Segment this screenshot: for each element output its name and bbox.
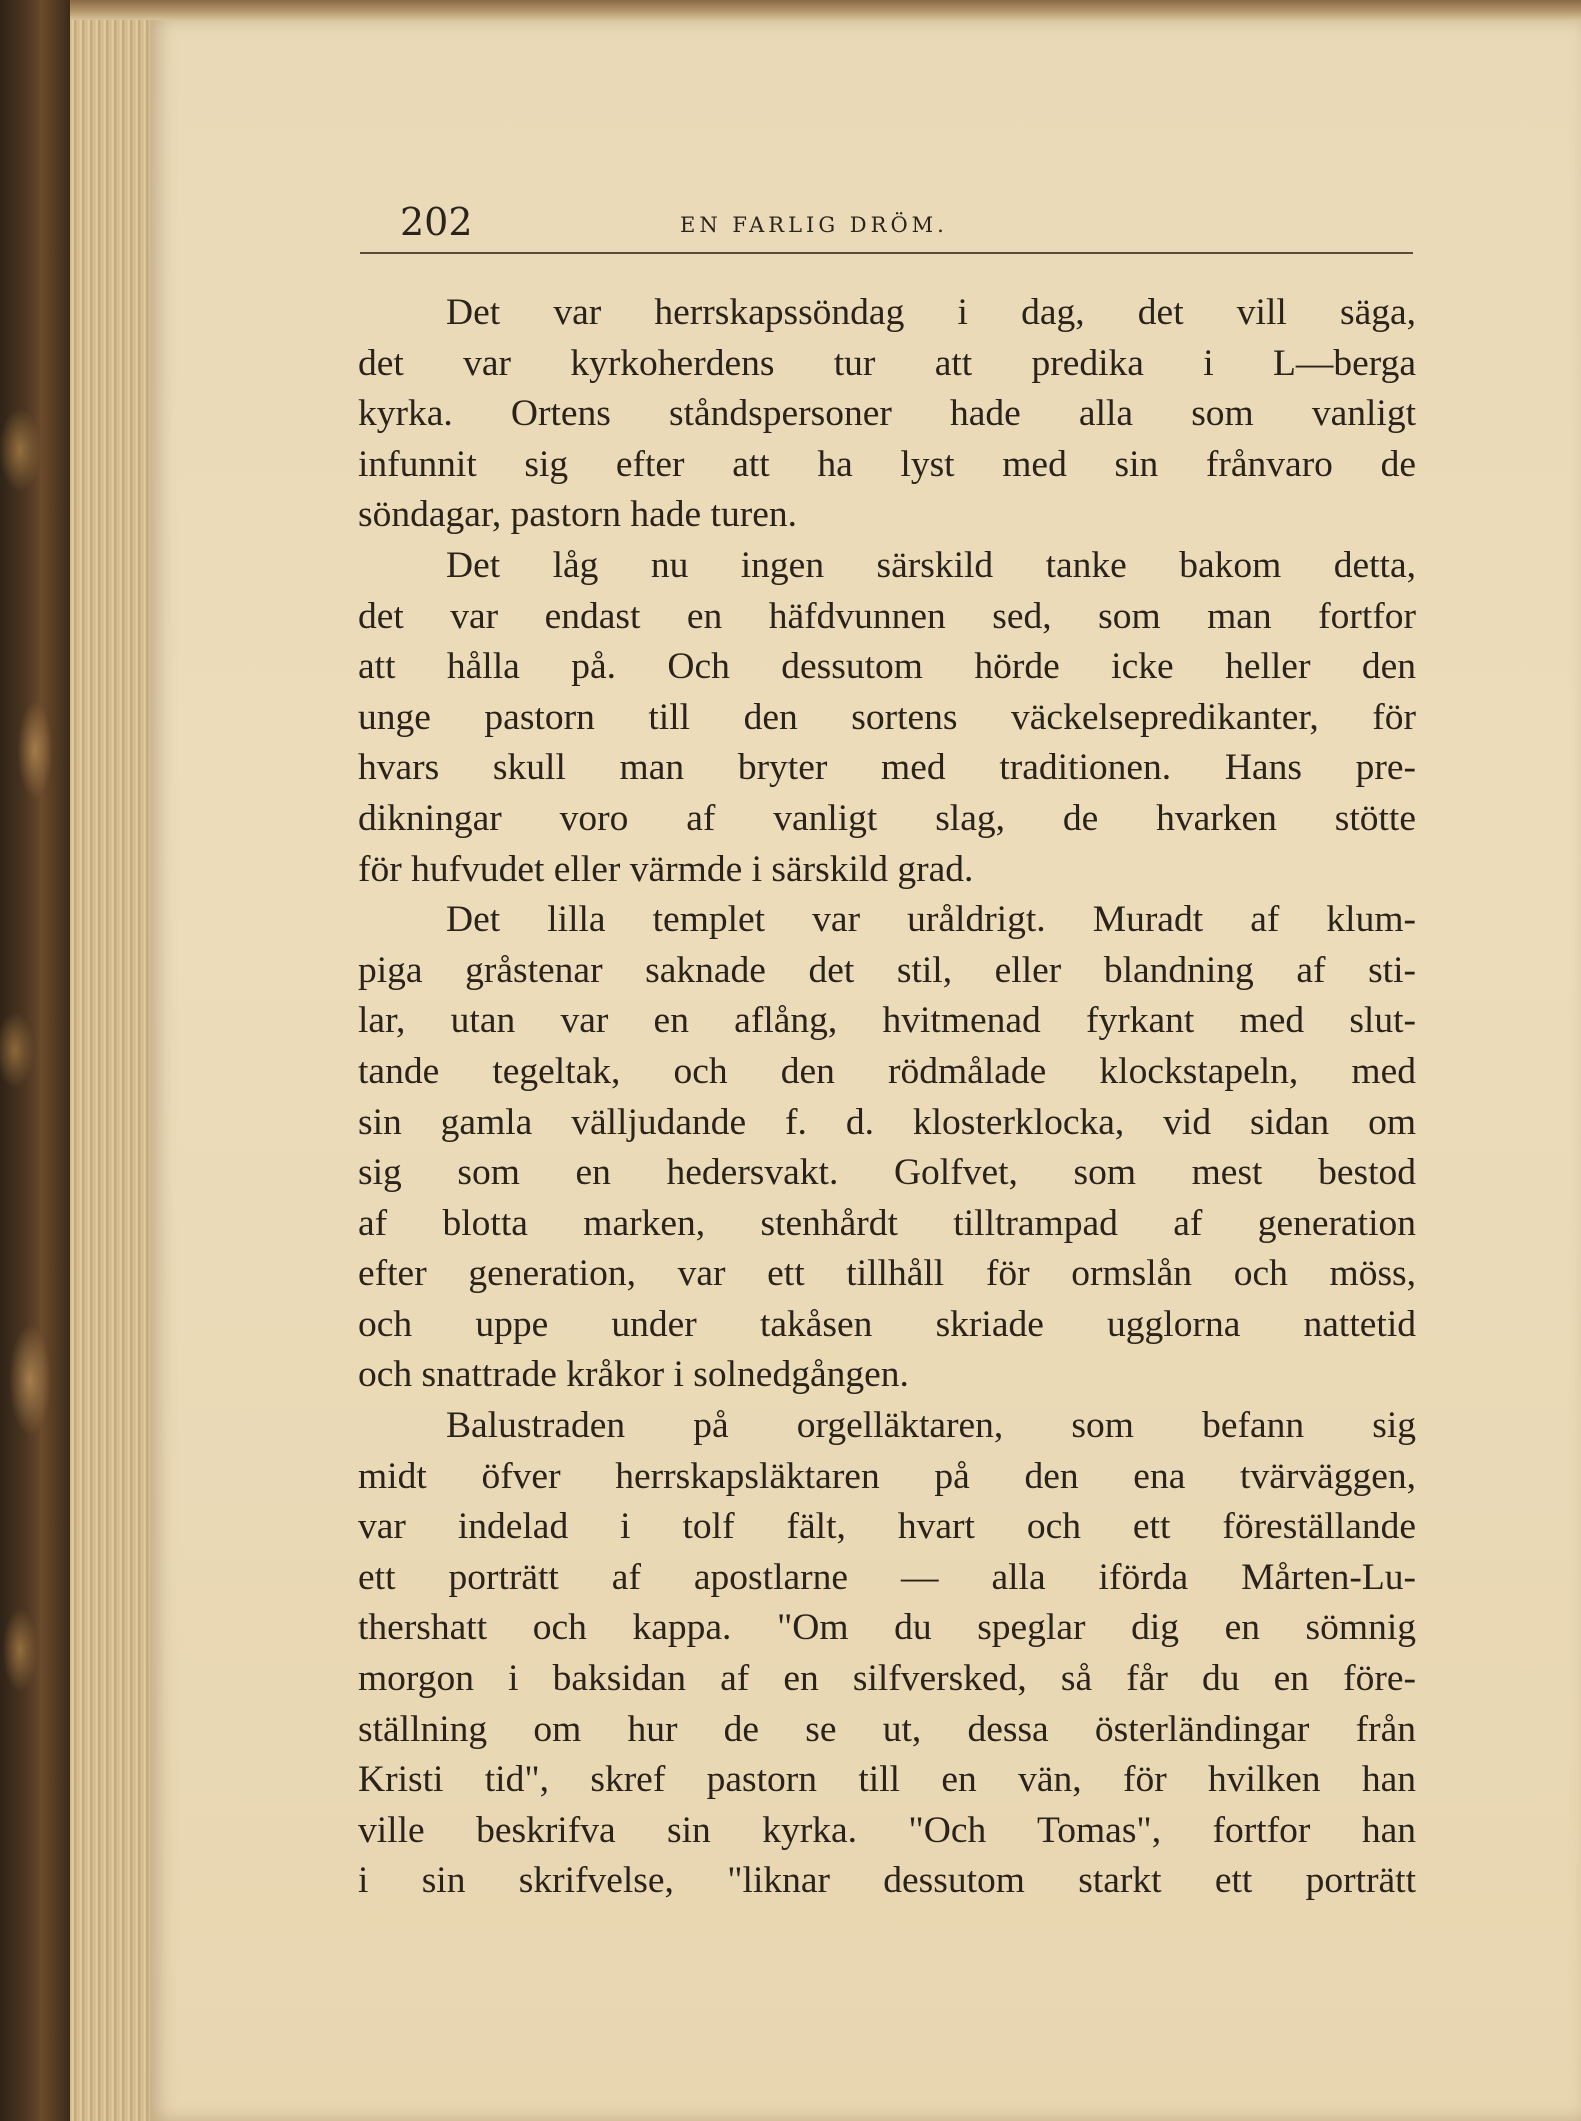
text-line: att hålla på. Och dessutom hörde icke heller den <box>358 646 1416 688</box>
text-line: ställning om hur de se ut, dessa österländingar från <box>358 1708 1416 1750</box>
text-line: lar, utan var en aflång, hvitmenad fyrkant med slut- <box>358 1000 1416 1042</box>
text-line: Balustraden på orgelläktaren, som befann sig <box>446 1405 1416 1447</box>
text-line: och snattrade kråkor i solnedgången. <box>358 1354 909 1396</box>
text-line: i sin skrifvelse, "liknar dessutom starkt ett porträtt <box>358 1860 1416 1902</box>
text-line: Kristi tid", skref pastorn till en vän, för hvilken han <box>358 1759 1416 1801</box>
text-line: var indelad i tolf fält, hvart och ett föreställande <box>358 1506 1416 1548</box>
page-header <box>360 198 1413 254</box>
text-line: af blotta marken, stenhårdt tilltrampad af generation <box>358 1202 1416 1244</box>
text-line: ville beskrifva sin kyrka. "Och Tomas", fortfor han <box>358 1809 1416 1851</box>
body-text <box>358 288 1416 1907</box>
text-line: infunnit sig efter att ha lyst med sin frånvaro de <box>358 443 1416 485</box>
text-line: söndagar, pastorn hade turen. <box>358 494 797 536</box>
text-line: tande tegeltak, och den rödmålade klockstapeln, med <box>358 1050 1416 1092</box>
page-number: 202 <box>400 200 473 244</box>
text-line: morgon i baksidan af en silfversked, så får du en före- <box>358 1658 1416 1700</box>
page-edges <box>70 0 160 2121</box>
text-line: och uppe under takåsen skriade ugglorna nattetid <box>358 1303 1416 1345</box>
text-line: efter generation, var ett tillhåll för ormslån och möss, <box>358 1253 1416 1295</box>
top-page-edge <box>70 0 1581 20</box>
text-line: Det lilla templet var uråldrigt. Muradt af klum- <box>446 899 1416 941</box>
text-line: hvars skull man bryter med traditionen. Hans pre- <box>358 747 1416 789</box>
book-cover-edge <box>0 0 70 2121</box>
text-line: det var kyrkoherdens tur att predika i L—berga <box>358 342 1416 384</box>
text-line: midt öfver herrskapsläktaren på den ena tvärväggen, <box>358 1455 1416 1497</box>
text-line: piga gråstenar saknade det stil, eller blandning af sti- <box>358 949 1416 991</box>
text-line: sig som en hedersvakt. Golfvet, som mest bestod <box>358 1152 1416 1194</box>
text-line: thershatt och kappa. "Om du speglar dig en sömnig <box>358 1607 1416 1649</box>
text-line: det var endast en häfdvunnen sed, som man fortfor <box>358 595 1416 637</box>
text-line: kyrka. Ortens ståndspersoner hade alla som vanligt <box>358 393 1416 435</box>
text-line: dikningar voro af vanligt slag, de hvarken stötte <box>358 797 1416 839</box>
text-line: Det låg nu ingen särskild tanke bakom detta, <box>446 544 1416 586</box>
marbled-cover-pattern <box>0 330 60 1780</box>
text-line: för hufvudet eller värmde i särskild grad. <box>358 848 974 890</box>
running-head: EN FARLIG DRÖM. <box>680 213 948 237</box>
text-line: Det var herrskapssöndag i dag, det vill säga, <box>446 292 1416 333</box>
text-line: ett porträtt af apostlarne — alla iförda Mårten-Lu- <box>358 1556 1416 1598</box>
text-line: sin gamla välljudande f. d. klosterklocka, vid sidan om <box>358 1101 1416 1143</box>
text-line: unge pastorn till den sortens väckelsepredikanter, för <box>358 696 1416 738</box>
